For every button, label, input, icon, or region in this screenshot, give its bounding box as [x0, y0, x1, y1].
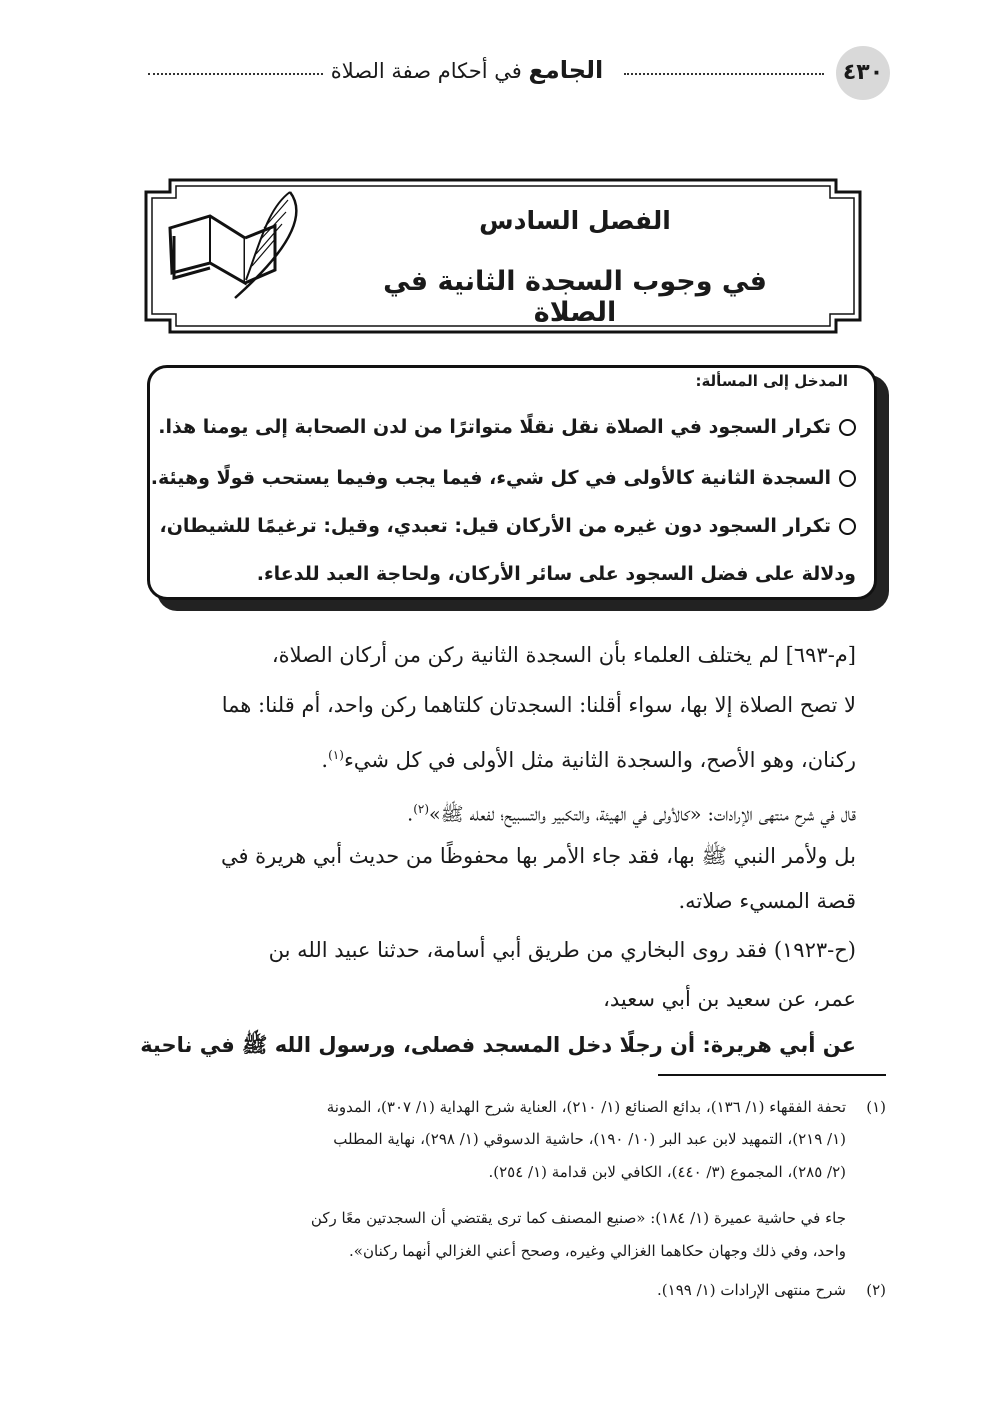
body-line: (ح-١٩٢٣) فقد روى البخاري من طريق أبي أسامة، حدثنا عبيد الله بن: [268, 938, 856, 962]
hadith-line: عن أبي هريرة: أن رجلًا دخل المسجد فصلى، ورسول الله ﷺ في ناحية: [140, 1033, 856, 1057]
body-line: عمر، عن سعيد بن أبي سعيد،: [603, 987, 856, 1011]
intro-heading: المدخل إلى المسألة:: [695, 372, 848, 390]
body-line: قصة المسيء صلاته.: [678, 889, 856, 913]
body-line: قال في شرح منتهى الإرادات: «كالأولى في الهيئة، والتكبير والتسبيح؛ لفعله ﷺ»$^{(٢)}$.: [407, 802, 856, 826]
footnote-line: (٢/ ٢٨٥)، المجموع (٣/ ٤٤٠)، الكافي لابن قدامة (١/ ٢٥٤).: [488, 1163, 846, 1181]
footnote-ref: (٢): [413, 802, 430, 816]
header-dotted-rule-left: [148, 73, 323, 75]
header-dotted-rule-right: [624, 73, 824, 75]
book-title: [322, 56, 612, 84]
circle-bullet-icon: [839, 470, 856, 487]
book-title-bold: الجامع: [528, 56, 604, 84]
body-line: [م-٦٩٣] لم يختلف العلماء بأن السجدة الثانية ركن من أركان الصلاة،: [271, 643, 856, 667]
book-title-rest: في أحكام صفة الصلاة: [330, 59, 522, 83]
intro-item: تكرار السجود دون غيره من الأركان قيل: تعبدي، وقيل: ترغيمًا للشيطان،: [156, 508, 856, 544]
running-header: [140, 46, 890, 102]
body-line: بل ولأمر النبي ﷺ بها، فقد جاء الأمر بها محفوظًا من حديث أبي هريرة في: [220, 844, 856, 868]
circle-bullet-icon: [839, 518, 856, 535]
book-and-quill-icon: [160, 188, 310, 303]
page-number: ٤٣٠: [836, 46, 890, 100]
footnote-separator: [658, 1074, 886, 1076]
footnote-line: (١)تحفة الفقهاء (١/ ١٣٦)، بدائع الصنائع (١/ ٢١٠)، العناية شرح الهداية (١/ ٣٠٧)، المدونة: [126, 1092, 886, 1123]
footnote-ref: (١): [328, 748, 344, 762]
intro-item-continuation: ودلالة على فضل السجود على سائر الأركان، ولحاجة العبد للدعاء.: [256, 563, 856, 585]
chapter-title: في وجوب السجدة الثانية في الصلاة: [383, 266, 767, 328]
footnote-number: (١): [866, 1098, 886, 1116]
footnote-line: (١/ ٢١٩)، التمهيد لابن عبد البر (١٠/ ١٩٠)، حاشية الدسوقي (١/ ٢٩٨)، نهاية المطلب: [333, 1130, 846, 1148]
footnote-line: (٢)شرح منتهى الإرادات (١/ ١٩٩).: [126, 1275, 886, 1306]
body-line: ركنان، وهو الأصح، والسجدة الثانية مثل الأولى في كل شيء$^{(١)}$.: [321, 748, 856, 772]
body-line: لا تصح الصلاة إلا بها، سواء أقلنا: السجدتان كلتاهما ركن واحد، أم قلنا: هما: [221, 693, 856, 717]
intro-item: السجدة الثانية كالأولى في كل شيء، فيما يجب وفيما يستحب قولًا وهيئة.: [156, 460, 856, 496]
footnote-number: (٢): [866, 1281, 886, 1299]
footnote-line: واحد، وفي ذلك وجهان حكاهما الغزالي وغيره، وصحح أعني الغزالي أنهما ركنان».: [349, 1242, 846, 1260]
intro-item: تكرار السجود في الصلاة نقل نقلًا متواترًا من لدن الصحابة إلى يومنا هذا.: [156, 409, 856, 445]
circle-bullet-icon: [839, 419, 856, 436]
footnote-line: جاء في حاشية عميرة (١/ ١٨٤): «صنيع المصنف كما ترى يقتضي أن السجدتين معًا ركن: [310, 1209, 846, 1227]
chapter-label: الفصل السادس: [479, 206, 671, 235]
